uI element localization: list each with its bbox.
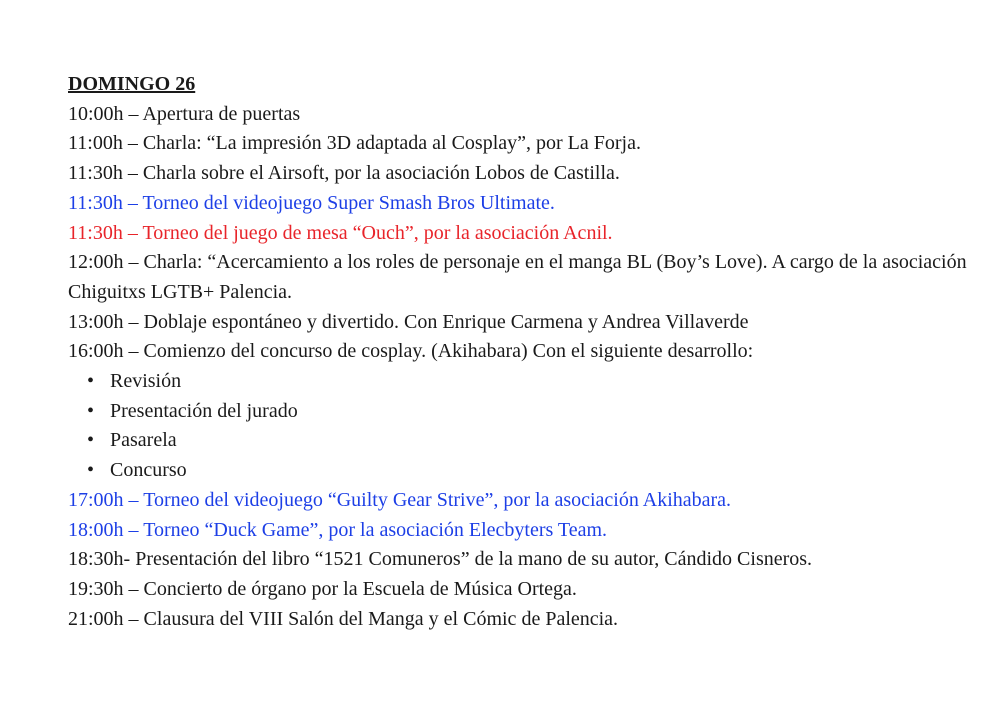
schedule-item-tournament: 17:00h – Torneo del videojuego “Guilty Gear Strive”, por la asociación Akihabara. (68, 488, 732, 511)
cosplay-steps-list (68, 367, 968, 486)
schedule-item: 21:00h – Clausura del VIII Salón del Manga y el Cómic de Palencia. (68, 607, 619, 630)
bullet-icon: • (87, 459, 95, 482)
schedule-item-tournament: 11:30h – Torneo del videojuego Super Smash Bros Ultimate. (68, 191, 555, 214)
schedule-item-tournament: 18:00h – Torneo “Duck Game”, por la asociación Elecbyters Team. (68, 518, 608, 541)
list-item: • Pasarela (68, 426, 968, 456)
schedule-item: 18:30h- Presentación del libro “1521 Comuneros” de la mano de su autor, Cándido Cisneros. (68, 548, 813, 571)
bullet-icon: • (87, 399, 95, 422)
schedule-item: 10:00h – Apertura de puertas (68, 102, 301, 125)
bullet-icon: • (87, 429, 95, 452)
schedule-item: 19:30h – Concierto de órgano por la Escuela de Música Ortega. (68, 577, 577, 600)
list-item: • Revisión (68, 367, 968, 397)
schedule-item-boardgame: 11:30h – Torneo del juego de mesa “Ouch”, por la asociación Acnil. (68, 221, 613, 244)
schedule-item: 11:30h – Charla sobre el Airsoft, por la asociación Lobos de Castilla. (68, 162, 620, 185)
day-heading: DOMINGO 26 (68, 73, 196, 95)
schedule-item: 12:00h – Charla: “Acercamiento a los roles de personaje en el manga BL (Boy’s Love). A cargo de la asociación Chiguitxs LGTB+ Palencia. (68, 251, 967, 303)
schedule-item: 13:00h – Doblaje espontáneo y divertido. Con Enrique Carmena y Andrea Villaverde (68, 310, 749, 333)
list-item: • Presentación del jurado (68, 397, 968, 427)
schedule-item: 16:00h – Comienzo del concurso de cosplay. (Akihabara) Con el siguiente desarrollo: (68, 340, 754, 363)
list-item: • Concurso (68, 456, 968, 486)
schedule-document (68, 70, 968, 634)
schedule-item: 11:00h – Charla: “La impresión 3D adaptada al Cosplay”, por La Forja. (68, 132, 641, 155)
bullet-icon: • (87, 370, 95, 393)
